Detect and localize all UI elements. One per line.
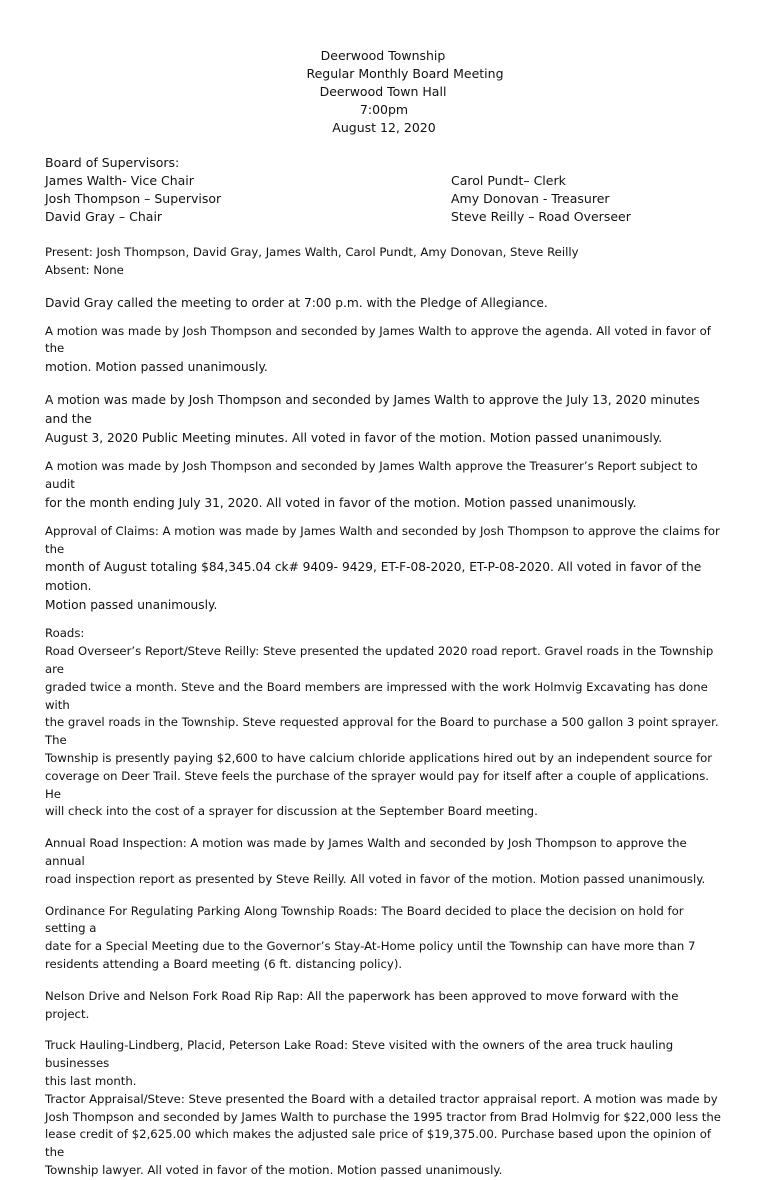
inspection-line: Annual Road Inspection: A motion was made by James Walth and seconded by Josh Thompson to approve the annual [45, 836, 687, 868]
rip-rap-paragraph: Nelson Drive and Nelson Fork Road Rip Rap: All the paperwork has been approved to move forward with the project. [45, 988, 679, 1021]
road-inspection [45, 835, 725, 888]
treasurer-motion [45, 458, 725, 513]
board-member-right: Steve Reilly – Road Overseer [451, 209, 631, 224]
tractor-line: Tractor Appraisal/Steve: Steve presented the Board with a detailed tractor appraisal report. A motion was made by [45, 1091, 718, 1106]
meeting-header [0, 47, 770, 137]
roads-line: coverage on Deer Trail. Steve feels the purchase of the sprayer would pay for itself after a couple of applications. He [45, 768, 709, 801]
tractor-line: Josh Thompson and seconded by James Walth to purchase the 1995 tractor from Brad Holmvig for $22,000 less the [45, 1109, 721, 1124]
board-member-left: James Walth- Vice Chair [45, 173, 194, 188]
roads-section [45, 625, 725, 821]
roads-heading: Roads: [45, 626, 85, 641]
roads-line: will check into the cost of a sprayer for discussion at the September Board meeting. [45, 804, 538, 819]
agenda-motion [45, 323, 725, 378]
present-line: Present: Josh Thompson, David Gray, James Walth, Carol Pundt, Amy Donovan, Steve Reilly [45, 245, 579, 259]
minutes-motion [45, 391, 725, 448]
board-member-left: Josh Thompson – Supervisor [45, 191, 222, 206]
parking-line: residents attending a Board meeting (6 ft. distancing policy). [45, 956, 403, 971]
parking-ordinance [45, 903, 725, 974]
tractor-line: Township lawyer. All voted in favor of the motion. Motion passed unanimously. [45, 1162, 503, 1177]
absent-line: Absent: None [45, 262, 124, 277]
township-name: Deerwood Township [320, 48, 446, 63]
claims-line: Motion passed unanimously. [45, 598, 218, 613]
board-member-right: Amy Donovan - Treasurer [451, 191, 610, 206]
board-member-right: Carol Pundt– Clerk [451, 173, 566, 188]
treasurer-line: for the month ending July 31, 2020. All voted in favor of the motion. Motion passed unanimously. [45, 495, 637, 510]
claims-motion [45, 523, 725, 616]
meeting-date: August 12, 2020 [332, 120, 436, 135]
parking-line: Ordinance For Regulating Parking Along Township Roads: The Board decided to place the decision on hold for setting a [45, 903, 684, 936]
meeting-type: Regular Monthly Board Meeting [306, 66, 504, 81]
claims-line: Approval of Claims: A motion was made by James Walth and seconded by Josh Thompson to approve the claims for the [45, 523, 720, 556]
minutes-line: August 3, 2020 Public Meeting minutes. All voted in favor of the motion. Motion passed unanimously. [45, 431, 663, 446]
truck-line: this last month. [45, 1073, 137, 1088]
minutes-line: A motion was made by Josh Thompson and seconded by James Walth to approve the July 13, 2020 minutes and the [45, 393, 700, 427]
roads-line: Township is presently paying $2,600 to have calcium chloride applications hired out by an independent source for [45, 750, 713, 765]
board-heading: Board of Supervisors: [45, 155, 180, 170]
tractor-appraisal [45, 1091, 725, 1180]
roads-line: Road Overseer’s Report/Steve Reilly: Steve presented the updated 2020 road report. Gravel roads in the Township are [45, 644, 714, 676]
board-of-supervisors [45, 154, 725, 226]
meeting-time: 7:00pm [359, 102, 409, 117]
call-to-order: David Gray called the meeting to order at 7:00 p.m. with the Pledge of Allegiance. [45, 295, 548, 310]
inspection-line: road inspection report as presented by Steve Reilly. All voted in favor of the motion. Motion passed unanimously. [45, 871, 706, 886]
parking-line: date for a Special Meeting due to the Governor’s Stay-At-Home policy until the Township can have more than 7 [45, 939, 696, 954]
agenda-line: motion. Motion passed unanimously. [45, 360, 268, 375]
treasurer-line: A motion was made by Josh Thompson and seconded by James Walth approve the Treasurer’s Report subject to audit [45, 459, 698, 491]
agenda-line: A motion was made by Josh Thompson and seconded by James Walth to approve the agenda. All voted in favor of the [45, 323, 711, 356]
board-member-left: David Gray – Chair [45, 209, 163, 224]
minutes-body [45, 244, 725, 1180]
meeting-location: Deerwood Town Hall [319, 84, 447, 99]
truck-line: Truck Hauling-Lindberg, Placid, Peterson Lake Road: Steve visited with the owners of the area truck hauling businesses [45, 1038, 674, 1071]
roads-line: the gravel roads in the Township. Steve requested approval for the Board to purchase a 500 gallon 3 point sprayer. The [45, 715, 719, 748]
roads-line: graded twice a month. Steve and the Board members are impressed with the work Holmvig Excavating has done with [45, 679, 708, 712]
claims-line: month of August totaling $84,345.04 ck# 9409- 9429, ET-F-08-2020, ET-P-08-2020. All voted in favor of the motion. [45, 560, 702, 594]
truck-hauling [45, 1037, 725, 1090]
tractor-line: lease credit of $2,625.00 which makes the adjusted sale price of $19,375.00. Purchase based upon the opinion of the [45, 1127, 712, 1160]
